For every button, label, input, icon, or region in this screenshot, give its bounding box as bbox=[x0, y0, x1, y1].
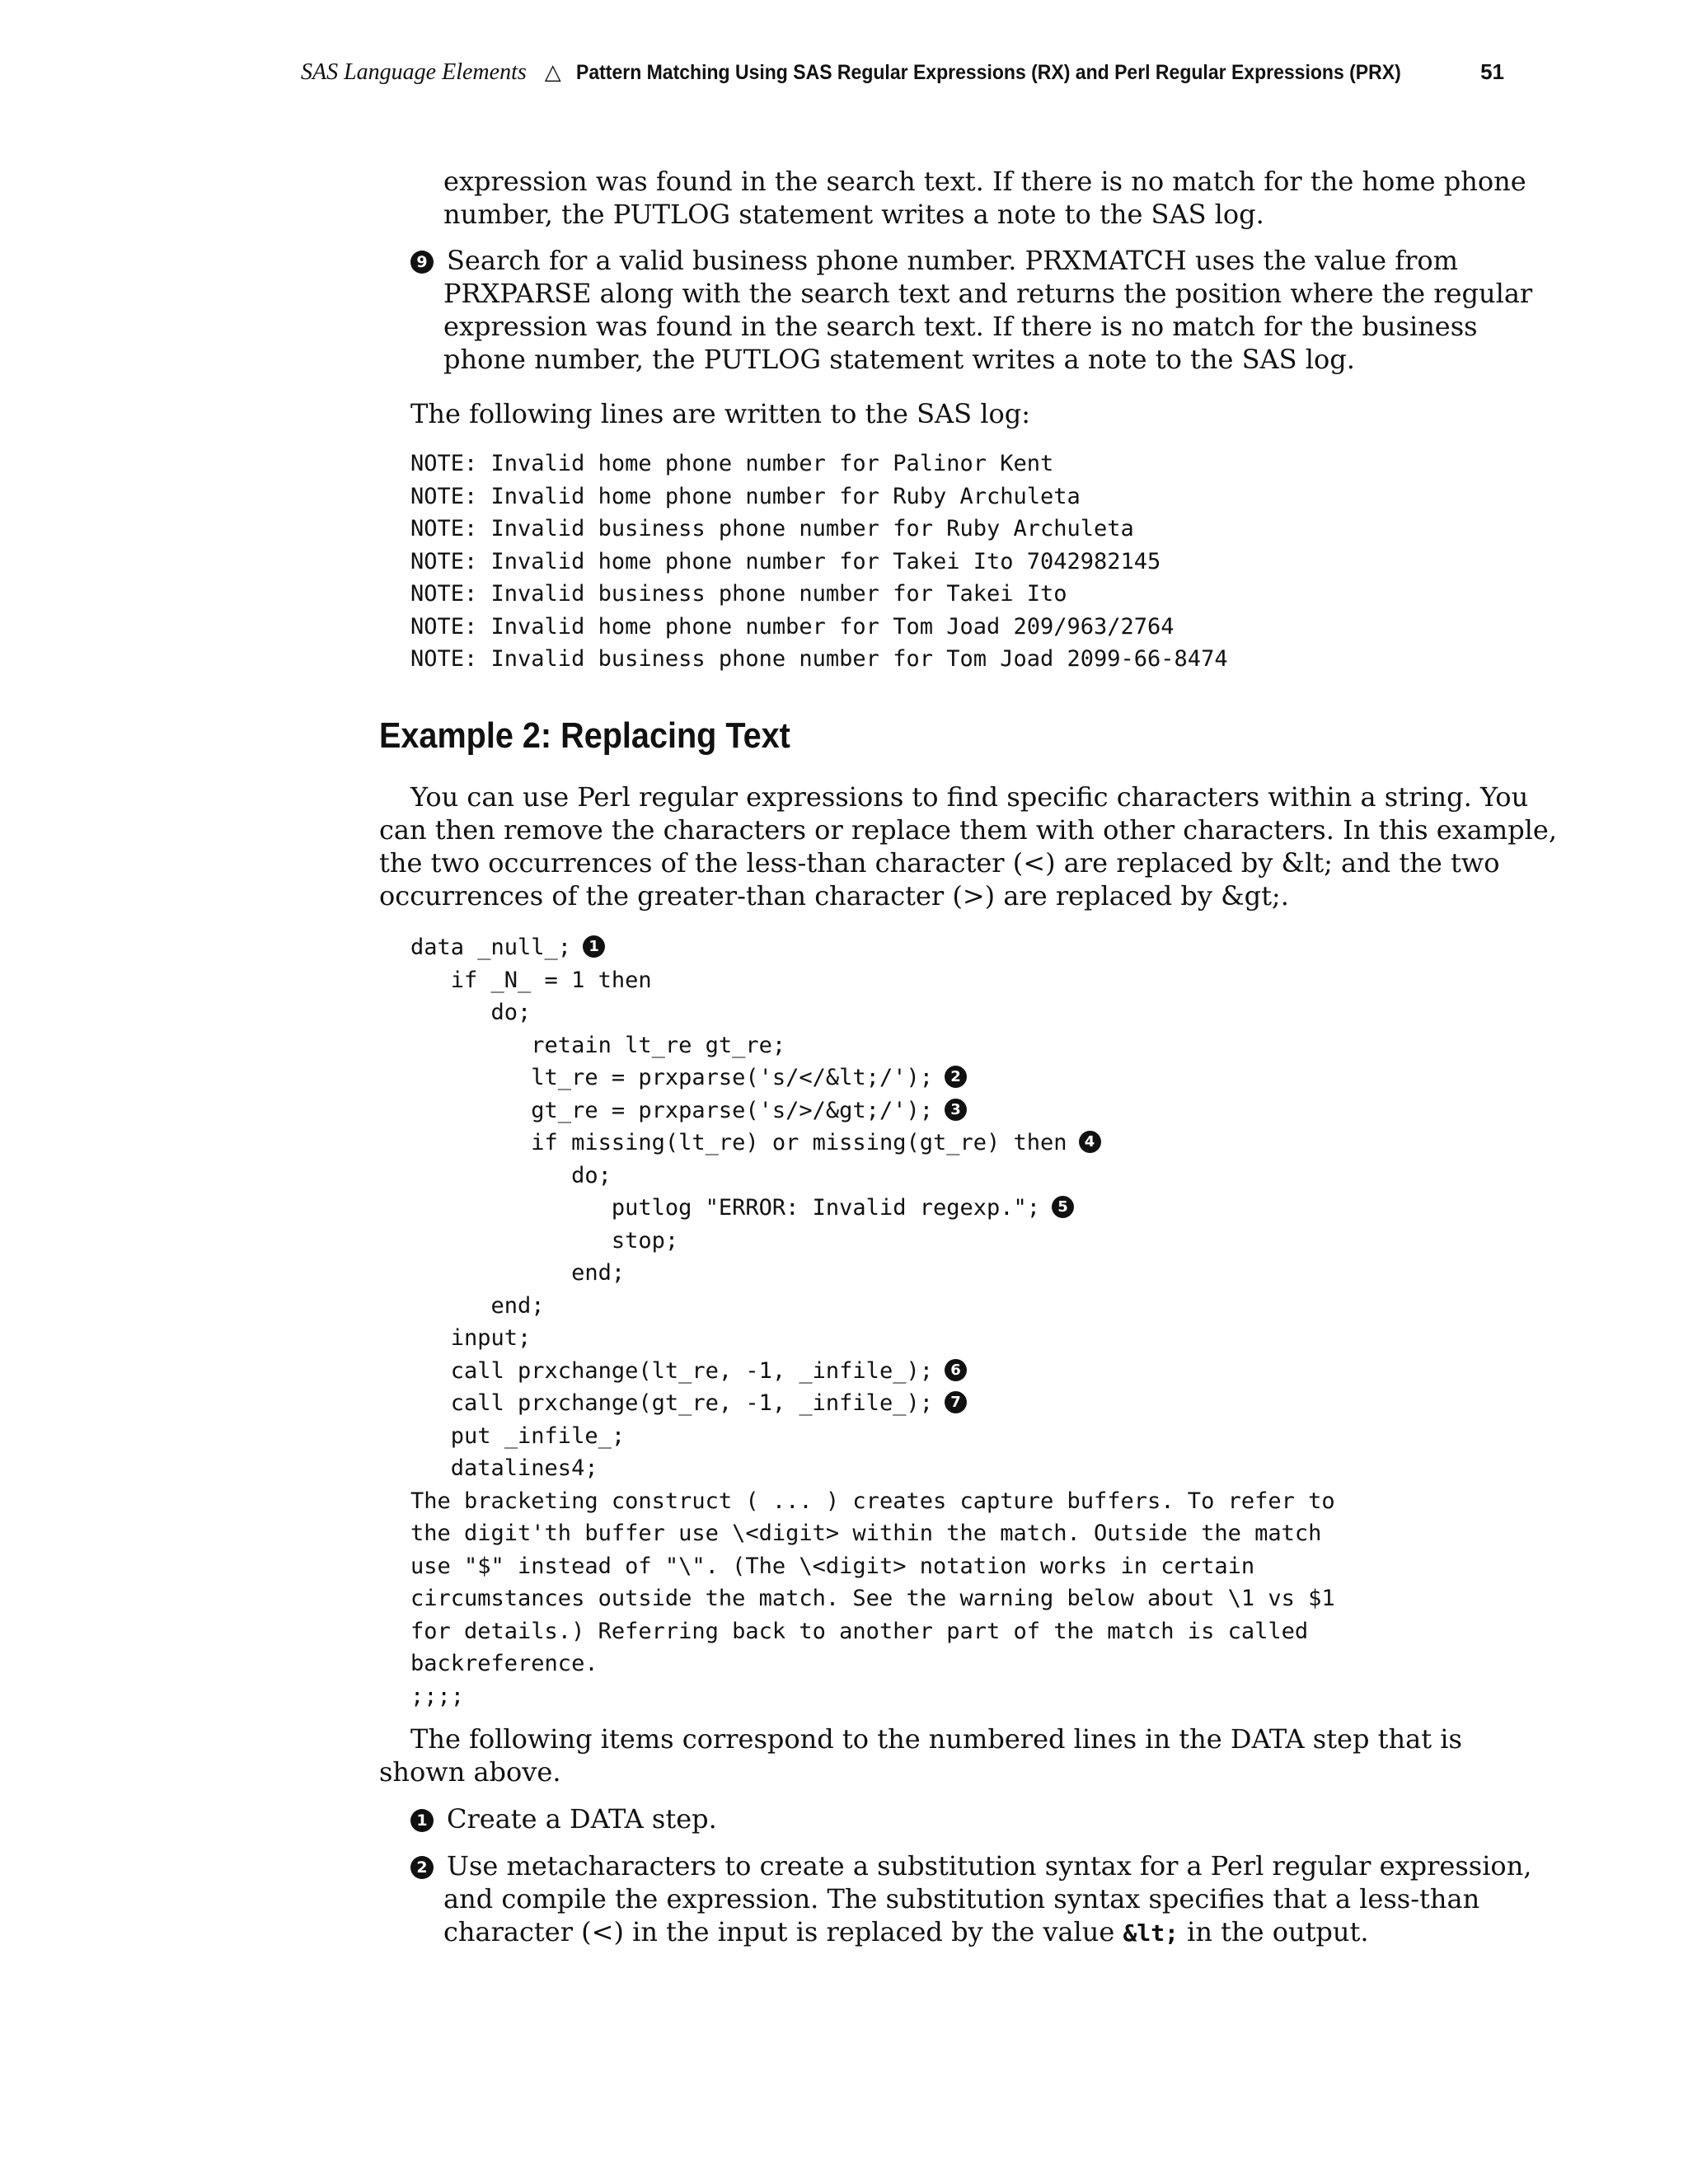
item-line: Create a DATA step. bbox=[447, 1803, 717, 1835]
item-line: and compile the expression. The substitution syntax specifies that a less-than bbox=[443, 1883, 1480, 1915]
code-line bbox=[410, 1094, 1335, 1127]
log-line: NOTE: Invalid business phone number for Takei Ito bbox=[410, 581, 1067, 607]
code-line: put _infile_; bbox=[410, 1422, 626, 1449]
code-value: &lt; bbox=[1123, 1919, 1179, 1947]
log-line: NOTE: Invalid business phone number for Tom Joad 2099-66-8474 bbox=[410, 646, 1228, 672]
example-intro bbox=[379, 780, 1558, 912]
log-line: NOTE: Invalid business phone number for Ruby Archuleta bbox=[410, 516, 1134, 541]
code-line: end; bbox=[410, 1292, 545, 1319]
callout-number-icon: 2 bbox=[410, 1856, 434, 1879]
code-text: if missing(lt_re) or missing(gt_re) then bbox=[410, 1130, 1067, 1155]
header-chapter-title: Pattern Matching Using SAS Regular Expressions (RX) and Perl Regular Expressions (PRX) bbox=[575, 61, 1401, 84]
code-text: data _null_; bbox=[410, 935, 572, 960]
code-line: backreference. bbox=[410, 1651, 598, 1676]
continued-line: number, the PUTLOG statement writes a note to the SAS log. bbox=[443, 199, 1264, 230]
log-intro: The following lines are written to the SAS log: bbox=[410, 398, 1031, 429]
code-line bbox=[410, 1192, 1335, 1225]
callout-number-icon: 3 bbox=[945, 1099, 967, 1121]
code-text: putlog "ERROR: Invalid regexp."; bbox=[410, 1195, 1041, 1221]
callout-number-icon: 2 bbox=[945, 1066, 967, 1088]
callout-number-icon: 9 bbox=[410, 251, 434, 274]
callout-number-icon: 1 bbox=[583, 935, 605, 958]
header-section-name: SAS Language Elements bbox=[301, 59, 527, 85]
code-line: The bracketing construct ( ... ) creates capture buffers. To refer to bbox=[410, 1488, 1335, 1514]
item-line: PRXPARSE along with the search text and returns the position where the regular bbox=[443, 278, 1533, 309]
code-line: for details.) Referring back to another part of the match is called bbox=[410, 1618, 1309, 1644]
code-line: retain lt_re gt_re; bbox=[410, 1032, 786, 1058]
numbered-item-1 bbox=[410, 1802, 1507, 1835]
item-line: Use metacharacters to create a substitution syntax for a Perl regular expression, bbox=[447, 1850, 1532, 1882]
code-line bbox=[410, 1062, 1335, 1094]
code-line: end; bbox=[410, 1260, 626, 1286]
callout-number-icon: 1 bbox=[410, 1809, 434, 1832]
intro-line: You can use Perl regular expressions to find specific characters within a string. You bbox=[410, 781, 1529, 813]
code-line bbox=[410, 1387, 1335, 1420]
callout-number-icon: 6 bbox=[945, 1359, 967, 1381]
code-line: datalines4; bbox=[410, 1455, 598, 1481]
callout-number-icon: 7 bbox=[945, 1391, 967, 1413]
continued-item-text bbox=[443, 165, 1526, 231]
code-line: input; bbox=[410, 1325, 532, 1351]
code-line: stop; bbox=[410, 1227, 679, 1254]
item-line: expression was found in the search text. If there is no match for the business bbox=[443, 311, 1478, 342]
callout-number-icon: 5 bbox=[1052, 1196, 1074, 1218]
followup-line: The following items correspond to the numbered lines in the DATA step that is bbox=[410, 1723, 1462, 1755]
followup-line: shown above. bbox=[379, 1756, 561, 1788]
code-line bbox=[410, 1355, 1335, 1388]
code-text: call prxchange(lt_re, -1, _infile_); bbox=[410, 1357, 933, 1384]
code-line: if _N_ = 1 then bbox=[410, 967, 652, 993]
code-text: gt_re = prxparse('s/>/&gt;/'); bbox=[410, 1097, 933, 1123]
numbered-item-2 bbox=[410, 1849, 1532, 1950]
code-line bbox=[410, 931, 1335, 964]
example-heading: Example 2: Replacing Text bbox=[379, 715, 790, 756]
item-line: phone number, the PUTLOG statement writes a note to the SAS log. bbox=[443, 344, 1355, 375]
code-line: ;;;; bbox=[410, 1683, 465, 1709]
header-separator-icon: △ bbox=[544, 60, 561, 85]
log-line: NOTE: Invalid home phone number for Palinor Kent bbox=[410, 451, 1054, 476]
code-line: do; bbox=[410, 1162, 612, 1188]
page-number: 51 bbox=[1480, 59, 1504, 84]
log-line: NOTE: Invalid home phone number for Ruby Archuleta bbox=[410, 483, 1081, 509]
continued-line: expression was found in the search text. If there is no match for the home phone bbox=[443, 166, 1526, 197]
code-line bbox=[410, 1127, 1335, 1160]
log-line: NOTE: Invalid home phone number for Takei Ito 7042982145 bbox=[410, 548, 1161, 574]
log-output-block bbox=[410, 448, 1228, 676]
callout-number-icon: 4 bbox=[1079, 1131, 1101, 1153]
page-header bbox=[301, 59, 1504, 86]
code-line: circumstances outside the match. See the warning below about \1 vs $1 bbox=[410, 1586, 1335, 1611]
intro-line: occurrences of the greater-than character (>) are replaced by &gt;. bbox=[379, 880, 1289, 912]
numbered-item-9 bbox=[410, 244, 1533, 376]
sas-code-block bbox=[410, 931, 1335, 1713]
code-line: do; bbox=[410, 1000, 532, 1025]
item-line bbox=[410, 1915, 1507, 1950]
log-line: NOTE: Invalid home phone number for Tom Joad 209/963/2764 bbox=[410, 613, 1175, 640]
code-text: lt_re = prxparse('s/</&lt;/'); bbox=[410, 1065, 933, 1090]
code-line: the digit'th buffer use \<digit> within the match. Outside the match bbox=[410, 1521, 1322, 1546]
code-text: call prxchange(gt_re, -1, _infile_); bbox=[410, 1390, 933, 1416]
followup-paragraph bbox=[379, 1722, 1508, 1788]
intro-line: can then remove the characters or replace them with other characters. In this example, bbox=[379, 814, 1558, 846]
intro-line: the two occurrences of the less-than character (<) are replaced by &lt; and the two bbox=[379, 847, 1500, 879]
item-text: character (<) in the input is replaced by the value bbox=[443, 1916, 1115, 1947]
item-text: in the output. bbox=[1178, 1916, 1369, 1947]
code-line: use "$" instead of "\". (The \<digit> notation works in certain bbox=[410, 1553, 1255, 1579]
item-line: Search for a valid business phone number. PRXMATCH uses the value from bbox=[447, 245, 1458, 276]
